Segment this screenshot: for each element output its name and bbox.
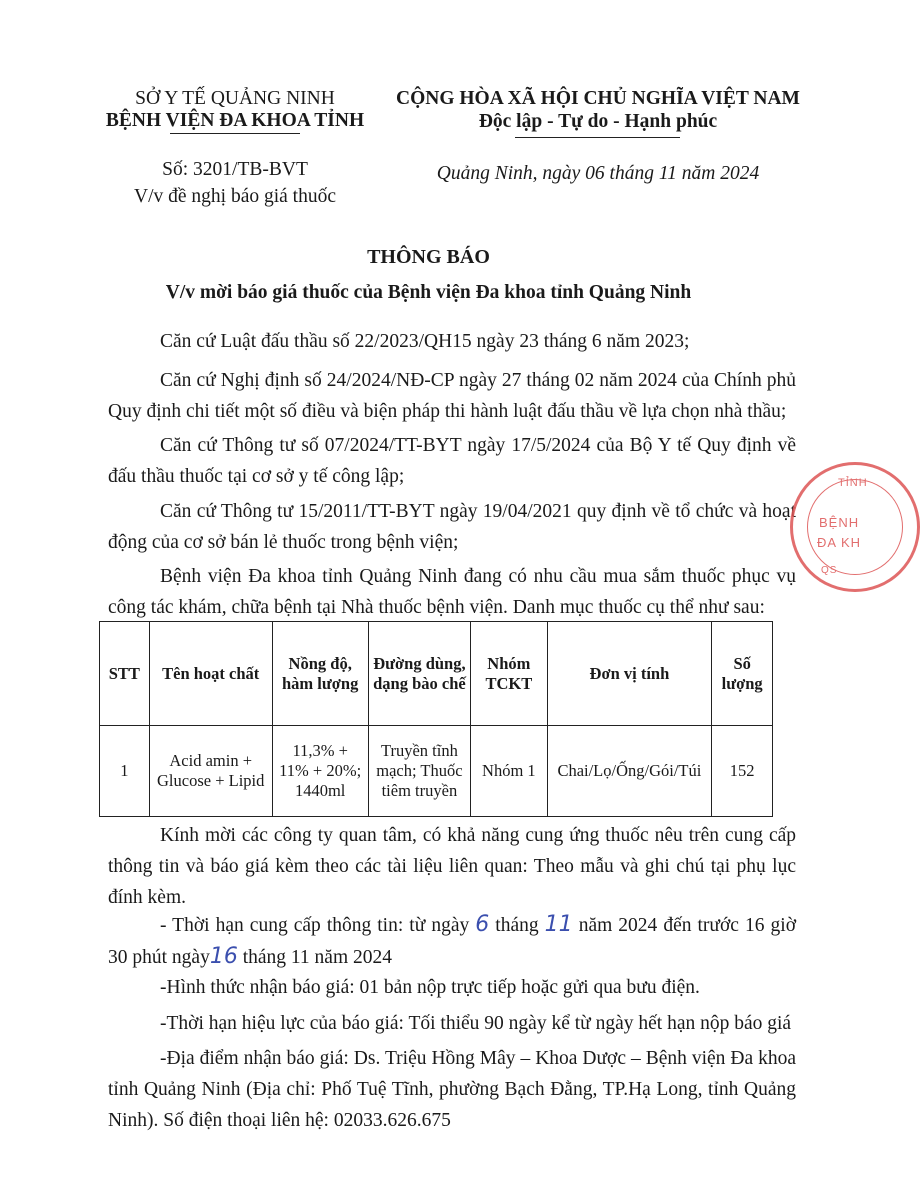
procurement-need: Bệnh viện Đa khoa tỉnh Quảng Ninh đang có nhu cầu mua sắm thuốc phục vụ công tác khám, chữa bệnh tại Nhà thuốc bệnh viện. Danh mục thuốc cụ thể như sau: [108,566,796,618]
drug-table [99,621,773,817]
seal-text-bottom: QS [821,565,838,576]
basis-decree: Căn cứ Nghị định số 24/2024/NĐ-CP ngày 27 tháng 02 năm 2024 của Chính phủ Quy định chi tiết một số điều và biện pháp thi hành luật đấu thầu về lựa chọn nhà thầu; [108,370,796,422]
table-header-row [100,622,773,726]
hospital-underline [170,133,300,134]
col-stt: STT [100,622,150,726]
cell-strength: 11,3% + 11% + 20%; 1440ml [272,726,368,817]
notice-subtitle: V/v mời báo giá thuốc của Bệnh viện Đa khoa tỉnh Quảng Ninh [165,282,692,303]
seal-text-top: TỈNH [838,477,868,489]
submission-form: -Hình thức nhận báo giá: 01 bản nộp trực tiếp hoặc gửi qua bưu điện. [160,977,700,998]
notice-title: THÔNG BÁO [367,246,490,268]
handwritten-end-day: 16 [209,944,238,969]
col-active-ingredient: Tên hoạt chất [149,622,272,726]
col-unit: Đơn vị tính [547,622,712,726]
col-strength: Nồng độ, hàm lượng [272,622,368,726]
cell-active-ingredient: Acid amin + Glucose + Lipid [149,726,272,817]
cell-group: Nhóm 1 [471,726,547,817]
cell-stt: 1 [100,726,150,817]
invitation-text: Kính mời các công ty quan tâm, có khả năng cung ứng thuốc nêu trên cung cấp thông tin và báo giá kèm theo các tài liệu liên quan: Theo mẫu và ghi chú tại phụ lục đính kèm. [108,825,796,908]
basis-circular-15: Căn cứ Thông tư 15/2011/TT-BYT ngày 19/04/2021 quy định về tổ chức và hoạt động của cơ sở bán lẻ thuốc trong bệnh viện; [108,501,796,553]
period-text-b: tháng [489,915,545,936]
col-route-form: Đường dùng, dạng bào chế [368,622,471,726]
period-text-c: năm 2024 đến trước 16 giờ 30 phút ngày [108,915,797,968]
table-row [100,726,773,817]
hospital-seal [790,462,920,592]
cell-quantity: 152 [712,726,773,817]
quote-validity: -Thời hạn hiệu lực của báo giá: Tối thiểu 90 ngày kể từ ngày hết hạn nộp báo giá [160,1013,792,1034]
col-group: Nhóm TCKT [471,622,547,726]
handwritten-start-day: 6 [475,912,490,937]
cell-unit: Chai/Lọ/Ống/Gói/Túi [547,726,712,817]
submission-period [108,909,796,973]
place-date: Quảng Ninh, ngày 06 tháng 11 năm 2024 [436,163,760,184]
document-subject: V/v đề nghị báo giá thuốc [134,186,336,207]
submission-location: -Địa điểm nhận báo giá: Ds. Triệu Hồng Mây – Khoa Dược – Bệnh viện Đa khoa tỉnh Quảng Ninh (Địa chỉ: Phố Tuệ Tĩnh, phường Bạch Đằng, TP.Hạ Long, tỉnh Quảng Ninh). Số điện thoại liên hệ: 02033.626.675 [108,1048,796,1131]
hospital-name: BỆNH VIỆN ĐA KHOA TỈNH [105,110,365,131]
basis-circular-07: Căn cứ Thông tư số 07/2024/TT-BYT ngày 17/5/2024 của Bộ Y tế Quy định về đấu thầu thuốc tại cơ sở y tế công lập; [108,435,796,487]
seal-text-middle: BỆNH [819,515,860,530]
department-name: SỞ Y TẾ QUẢNG NINH [135,88,335,109]
seal-text-lower: ĐA KH [817,535,862,550]
republic-name: CỘNG HÒA XÃ HỘI CHỦ NGHĨA VIỆT NAM [396,88,800,109]
header-left [90,88,380,134]
national-motto: Độc lập - Tự do - Hạnh phúc [478,111,718,132]
motto-underline [515,137,680,138]
basis-law: Căn cứ Luật đấu thầu số 22/2023/QH15 ngày 23 tháng 6 năm 2023; [160,331,690,352]
handwritten-start-month: 11 [544,912,573,937]
period-text-a: - Thời hạn cung cấp thông tin: từ ngày [160,915,476,936]
document-number: Số: 3201/TB-BVT [162,159,308,180]
period-text-d: tháng 11 năm 2024 [237,947,392,968]
cell-route-form: Truyền tĩnh mạch; Thuốc tiêm truyền [368,726,471,817]
col-quantity: Số lượng [712,622,773,726]
